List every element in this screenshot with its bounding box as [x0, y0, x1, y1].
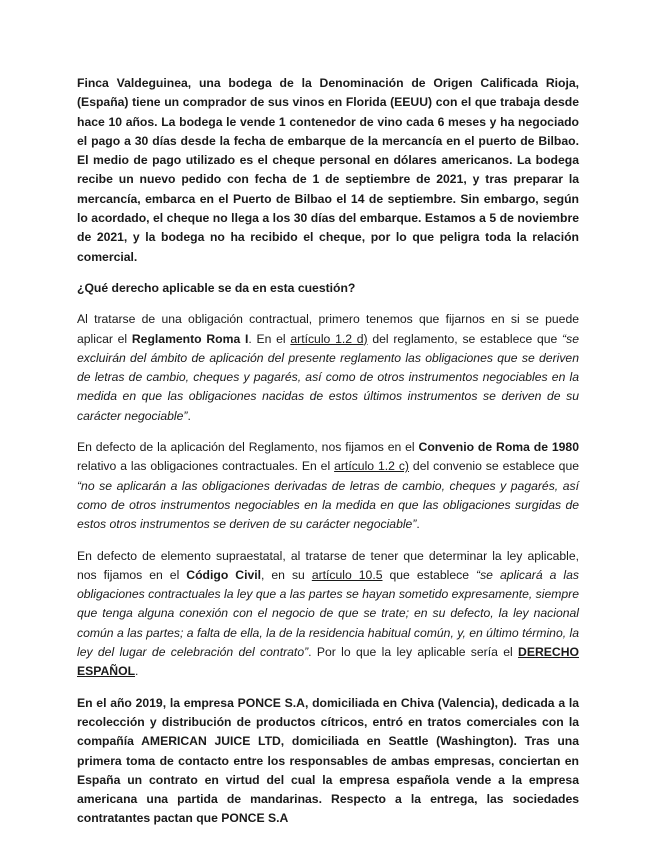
- text-run: , en su: [261, 567, 312, 582]
- text-run: .: [135, 664, 139, 679]
- text-run: .: [416, 517, 420, 532]
- text-run: En defecto de elemento supraestatal, al tratarse de tener que determinar la ley aplicable, nos fijamos en el: [77, 548, 579, 582]
- text-run: que establece: [382, 567, 477, 582]
- text-run: del reglamento, se establece que: [367, 331, 563, 346]
- text-run: relativo a las obligaciones contractuales. En el: [77, 459, 335, 474]
- applicable-law-conclusion: DERECHO ESPAÑOL: [77, 645, 579, 679]
- reglamento-roma-term: Reglamento Roma I: [131, 331, 249, 346]
- article-reference-link: artículo 1.2 c): [334, 459, 409, 474]
- text-run: . En el: [248, 331, 291, 346]
- article-reference-link: artículo 1.2 d): [290, 331, 368, 346]
- document-page: [77, 74, 579, 841]
- question-heading: ¿Qué derecho aplicable se da en esta cuestión?: [77, 280, 356, 295]
- case-statement-1: Finca Valdeguinea, una bodega de la Denominación de Origen Calificada Rioja, (España) tiene un comprador de sus vinos en Florida (EEUU) con el que trabaja desde hace 10 años. La bodega le vende 1 contenedor de vino cada 6 meses y ha negociado el pago a 30 días desde la fecha de embarque de la mercancía en el puerto de Bilbao. El medio de pago utilizado es el cheque personal en dólares americanos. La bodega recibe un nuevo pedido con fecha de 1 de septiembre de 2021, y tras preparar la mercancía, embarca en el Puerto de Bilbao el 14 de septiembre. Sin embargo, según lo acordado, el cheque no llega a los 30 días del embarque. Estamos a 5 de noviembre de 2021, y la bodega no ha recibido el cheque, por lo que peligra toda la relación comercial.: [77, 76, 579, 264]
- answer-paragraph-2: [77, 438, 579, 534]
- text-run: . Por lo que la ley aplicable sería el: [308, 645, 519, 660]
- legal-quote: “no se aplicarán a las obligaciones derivadas de letras de cambio, cheques y pagarés, así como de otros instrumentos negociables en la medida en que las obligaciones surgidas de estos otros instrumentos se deriven de su carácter negociable”: [77, 478, 579, 532]
- text-run: En defecto de la aplicación del Reglamento, nos fijamos en el: [77, 440, 419, 455]
- article-reference-link: artículo 10.5: [311, 567, 383, 582]
- text-run: Al tratarse de una obligación contractual, primero tenemos que fijarnos en si se puede aplicar el: [77, 312, 579, 346]
- answer-paragraph-1: [77, 310, 579, 426]
- codigo-civil-term: Código Civil: [186, 567, 261, 582]
- text-run: del convenio se establece que: [409, 459, 580, 474]
- answer-paragraph-3: [77, 547, 579, 682]
- text-run: .: [187, 408, 191, 423]
- convenio-roma-term: Convenio de Roma de 1980: [418, 440, 579, 455]
- case-statement-2: En el año 2019, la empresa PONCE S.A, domiciliada en Chiva (Valencia), dedicada a la recolección y distribución de productos cítricos, entró en tratos comerciales con la compañía AMERICAN JUICE LTD, domiciliada en Seattle (Washington). Tras una primera toma de contacto entre los responsables de ambas empresas, conciertan en España un contrato en virtud del cual la empresa española vende a la empresa americana una partida de mandarinas. Respecto a la entrega, las sociedades contratantes pactan que PONCE S.A: [77, 695, 579, 826]
- legal-quote: “se excluirán del ámbito de aplicación del presente reglamento las obligaciones que se deriven de letras de cambio, cheques y pagarés, así como de otros instrumentos negociables en la medida en que las obligaciones nacidas de estos últimos instrumentos se deriven de su carácter negociable”: [77, 331, 579, 423]
- legal-quote: “se aplicará a las obligaciones contractuales la ley que a las partes se hayan sometido expresamente, siempre que tenga alguna conexión con el negocio de que se trate; en su defecto, la ley nacional común a las partes; a falta de ella, la de la residencia habitual común, y, en último término, la ley del lugar de celebración del contrato”: [77, 567, 580, 660]
